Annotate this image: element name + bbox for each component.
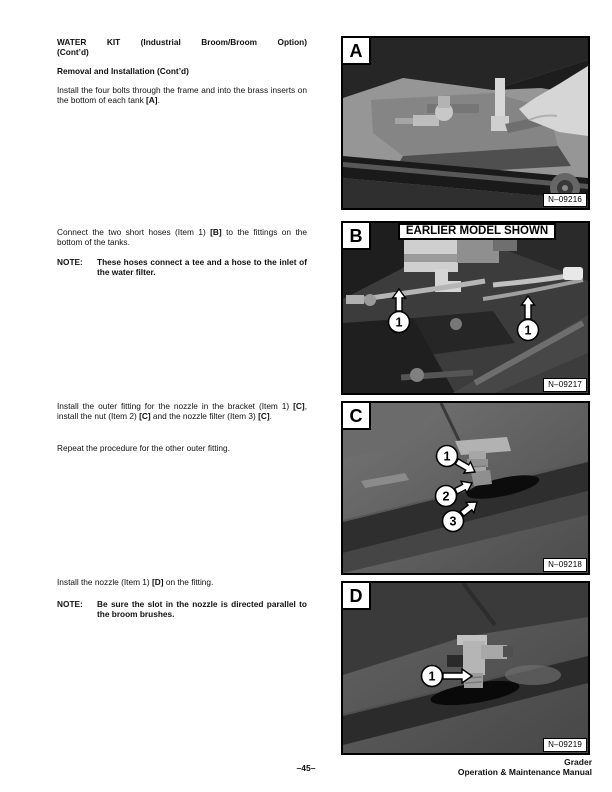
paragraph-install-nozzle <box>57 578 307 588</box>
manual-title-footer <box>458 757 592 777</box>
text-run: on the fitting. <box>163 577 214 587</box>
section-title-line2: (Cont’d) <box>57 46 89 57</box>
callout-number: 2 <box>442 489 450 504</box>
note-body: Be sure the slot in the nozzle is directed parallel to the broom brushes. <box>97 599 307 619</box>
photo-panel-a <box>341 36 590 210</box>
footer-line-grader: Grader <box>564 757 592 767</box>
figure-ref-a: [A] <box>146 94 158 105</box>
section-title <box>57 38 307 58</box>
text-run: to the fittings on the bottom of the tanks. <box>57 227 307 247</box>
footer-line-manual: Operation & Maintenance Manual <box>457 767 592 777</box>
figure-ref-b: [B] <box>210 227 222 237</box>
figure-ref-c: [C] <box>139 410 151 421</box>
photo-nozzle <box>343 583 588 753</box>
panel-letter: B <box>343 223 371 250</box>
callout-number: 1 <box>443 449 451 464</box>
photo-id: N–09218 <box>543 558 587 572</box>
photo-tank-bolts <box>343 38 588 208</box>
subsection-title: Removal and Installation (Cont’d) <box>57 66 189 76</box>
text-run: . <box>269 410 272 421</box>
paragraph-install-bolts <box>57 86 307 106</box>
photo-id: N–09216 <box>543 193 587 207</box>
figure-ref-c: [C] <box>258 410 270 421</box>
callout-number: 1 <box>524 323 532 338</box>
photo-outer-fitting <box>343 403 588 573</box>
photo-panel-d <box>341 581 590 755</box>
paragraph-repeat: Repeat the procedure for the other outer fitting. <box>57 443 230 453</box>
note-nozzle-slot <box>57 600 307 620</box>
callout-number: 1 <box>395 315 403 330</box>
callout-circles <box>422 666 443 687</box>
text-run: Install the four bolts through the frame and into the brass inserts on the bottom of each tank <box>57 85 307 105</box>
callout-number: 1 <box>428 669 436 684</box>
paragraph-connect-hoses <box>57 228 307 248</box>
text-run: Connect the two short hoses (Item 1) <box>57 227 211 237</box>
photo-id: N–09219 <box>543 738 587 752</box>
text-run: Install the outer fitting for the nozzle in the bracket (Item 1) <box>57 401 294 411</box>
page-number: –45– <box>296 763 316 773</box>
text-run: , install the nut (Item 2) <box>57 401 307 421</box>
text-run: Install the nozzle (Item 1) <box>57 577 152 587</box>
figure-ref-d: [D] <box>152 577 164 587</box>
photo-id: N–09217 <box>543 378 587 392</box>
text-run: . <box>157 94 160 105</box>
figure-ref-c: [C] <box>293 401 305 411</box>
paragraph-outer-fitting <box>57 402 307 422</box>
section-title-line1: WATER KIT (Industrial Broom/Broom Option) <box>57 37 307 47</box>
text-run: and the nozzle filter (Item 3) <box>150 410 259 421</box>
photo-panel-c <box>341 401 590 575</box>
earlier-model-banner: EARLIER MODEL SHOWN <box>398 223 556 240</box>
photo-panel-b <box>341 221 590 395</box>
callout-number: 3 <box>449 514 457 529</box>
note-body: These hoses connect a tee and a hose to the inlet of the water filter. <box>97 257 307 277</box>
panel-letter: D <box>343 583 371 610</box>
note-hoses <box>57 258 307 278</box>
note-label: NOTE: <box>57 257 83 267</box>
panel-letter: C <box>343 403 371 430</box>
panel-letter: A <box>343 38 371 65</box>
photo-short-hoses <box>343 223 588 393</box>
note-label: NOTE: <box>57 599 83 609</box>
